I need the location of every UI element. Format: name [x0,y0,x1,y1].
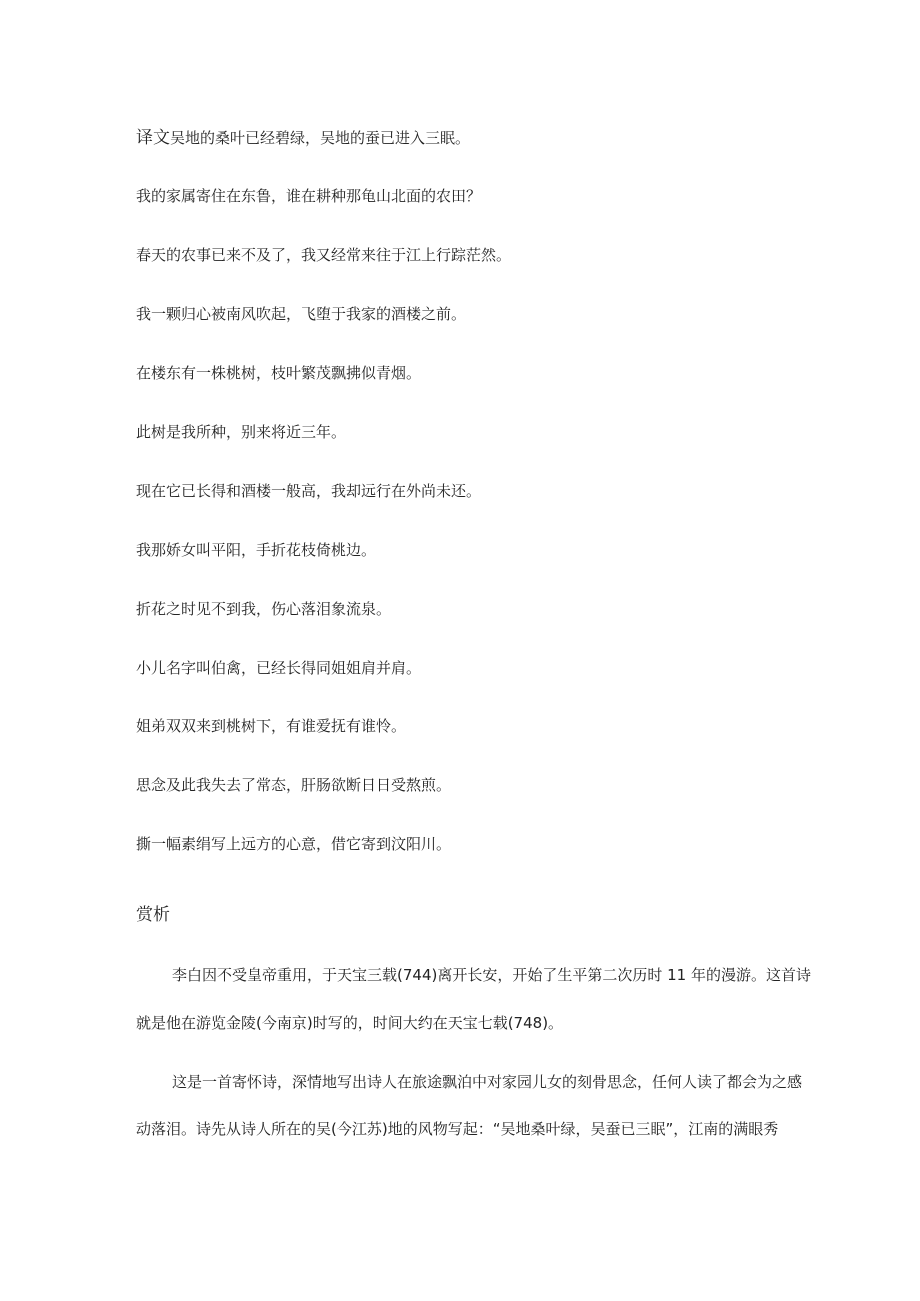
translation-line-10: 小儿名字叫伯禽，已经长得同姐姐肩并肩。 [136,659,422,677]
paragraph-1-line-1: 李白因不受皇帝重用，于天宝三载(744)离开长安，开始了生平第二次历时 11 年的漫游。这首诗 [172,966,811,984]
translation-line-1 [136,128,470,148]
translation-line-5: 在楼东有一株桃树，枝叶繁茂飘拂似青烟。 [136,364,422,382]
translation-line-6: 此树是我所种，别来将近三年。 [136,423,347,441]
paragraph-1-line-2: 就是他在游览金陵(今南京)时写的，时间大约在天宝七载(748)。 [136,1014,564,1032]
translation-line-4: 我一颗归心被南风吹起，飞堕于我家的酒楼之前。 [136,305,467,323]
translation-line-11: 姐弟双双来到桃树下，有谁爱抚有谁怜。 [136,717,407,735]
translation-line-3: 春天的农事已来不及了，我又经常来往于江上行踪茫然。 [136,246,512,264]
appreciation-heading: 赏析 [136,905,170,925]
translation-text: 吴地的桑叶已经碧绿，吴地的蚕已进入三眠。 [170,129,471,147]
translation-line-2: 我的家属寄住在东鲁，谁在耕种那龟山北面的农田？ [136,187,482,205]
translation-line-9: 折花之时见不到我，伤心落泪象流泉。 [136,600,392,618]
paragraph-2-line-1: 这是一首寄怀诗，深情地写出诗人在旅途飘泊中对家园儿女的刻骨思念，任何人读了都会为之感 [172,1073,803,1091]
paragraph-2-line-2: 动落泪。诗先从诗人所在的吴(今江苏)地的风物写起：“吴地桑叶绿，吴蚕已三眠”，江南的满眼秀 [136,1120,779,1138]
translation-line-13: 撕一幅素绢写上远方的心意，借它寄到汶阳川。 [136,835,452,853]
translation-line-7: 现在它已长得和酒楼一般高，我却远行在外尚未还。 [136,482,482,500]
translation-line-12: 思念及此我失去了常态，肝肠欲断日日受熬煎。 [136,776,452,794]
translation-line-8: 我那娇女叫平阳，手折花枝倚桃边。 [136,541,377,559]
translation-label: 译文 [136,128,170,148]
